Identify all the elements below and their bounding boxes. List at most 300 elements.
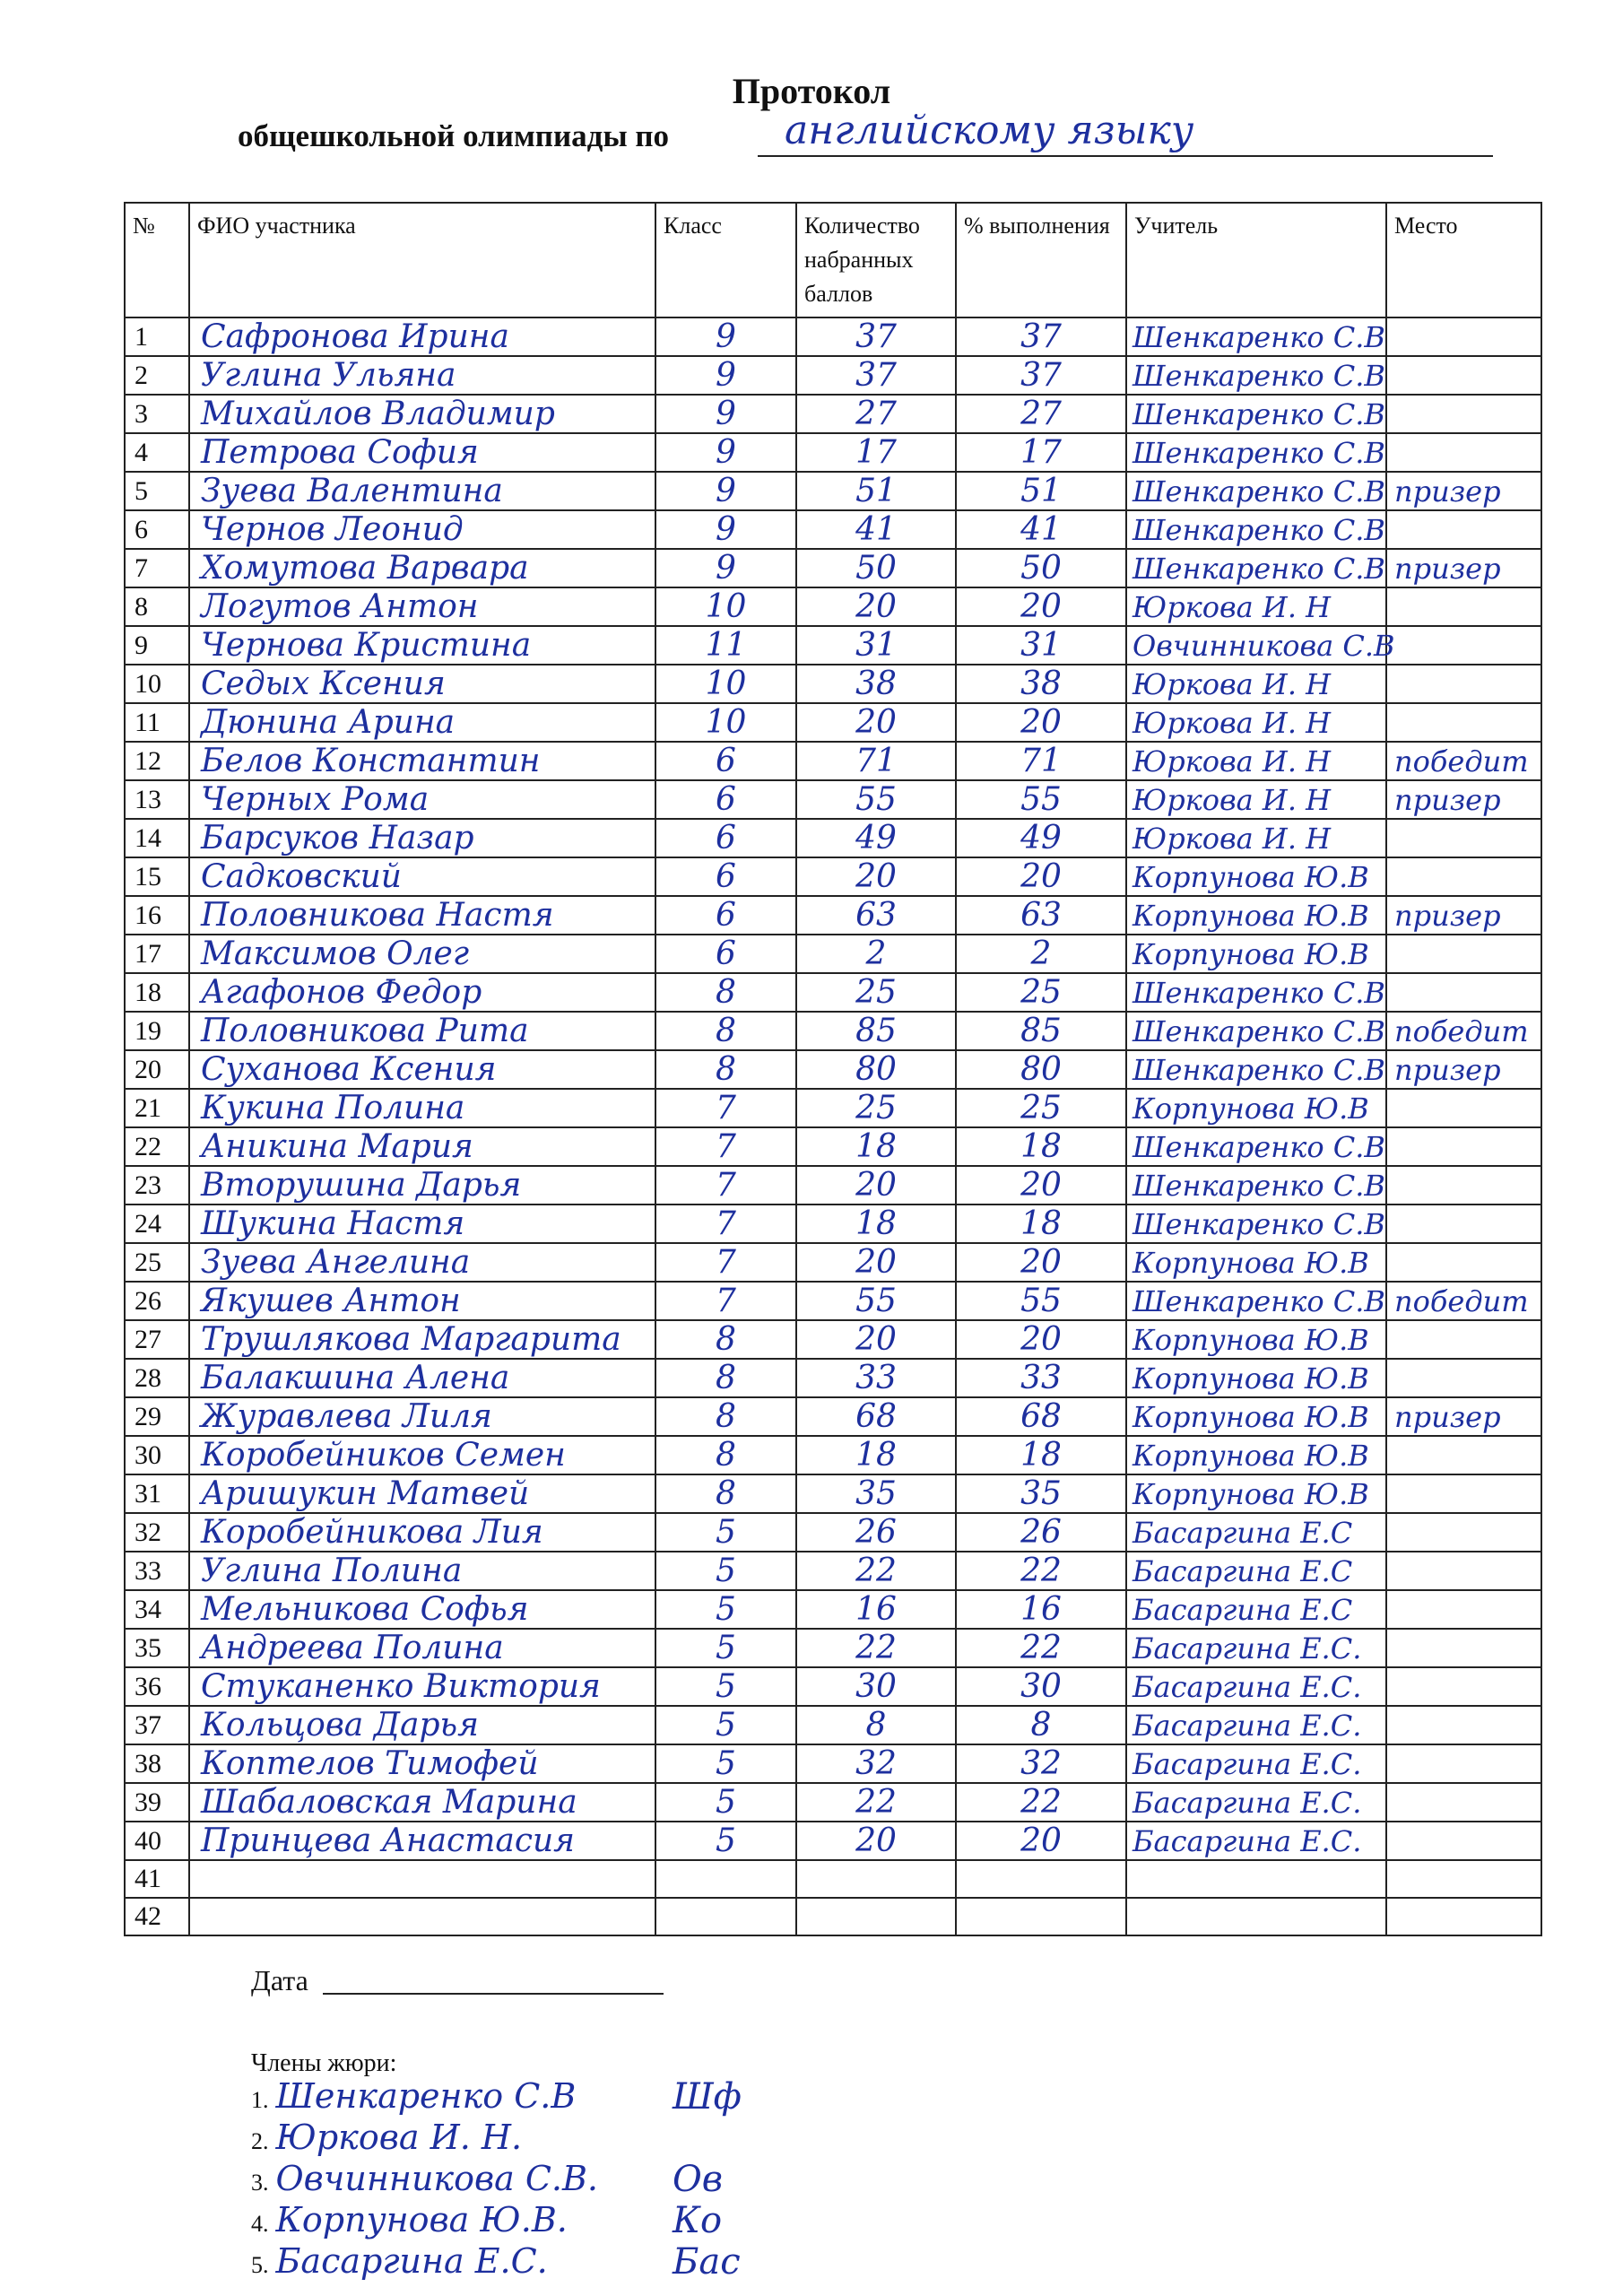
place-value [1386, 395, 1541, 433]
table-row [125, 395, 1541, 433]
jury-member-number: 1. [251, 2087, 269, 2113]
score-value: 16 [796, 1590, 956, 1629]
percent-value: 18 [956, 1436, 1126, 1474]
percent-value: 55 [956, 780, 1126, 819]
column-header-place: Место [1386, 203, 1541, 317]
table-row [125, 1590, 1541, 1629]
participant-name: Коробейникова Лия [189, 1513, 655, 1552]
teacher-name: Шенкаренко С.В [1126, 1012, 1386, 1050]
score-value: 50 [796, 549, 956, 587]
score-value: 17 [796, 433, 956, 472]
place-value [1386, 1706, 1541, 1744]
score-value: 2 [796, 935, 956, 973]
participant-name: Хомутова Варвара [189, 549, 655, 587]
percent-value: 20 [956, 1243, 1126, 1282]
place-value: призер [1386, 896, 1541, 935]
place-value [1386, 1667, 1541, 1706]
table-row [125, 1397, 1541, 1436]
class-value: 8 [655, 1397, 796, 1436]
table-row [125, 1744, 1541, 1783]
participant-name: Вторушина Дарья [189, 1166, 655, 1205]
teacher-name [1126, 1898, 1386, 1935]
table-row [125, 1667, 1541, 1706]
score-value: 55 [796, 780, 956, 819]
jury-member [251, 2118, 598, 2159]
table-row [125, 549, 1541, 587]
score-value: 30 [796, 1667, 956, 1706]
percent-value: 18 [956, 1127, 1126, 1166]
score-value: 20 [796, 1822, 956, 1860]
class-value: 6 [655, 857, 796, 896]
class-value: 5 [655, 1513, 796, 1552]
row-number: 33 [125, 1552, 189, 1590]
teacher-name [1126, 1860, 1386, 1898]
percent-value: 22 [956, 1552, 1126, 1590]
table-row [125, 356, 1541, 395]
table-row [125, 665, 1541, 703]
row-number: 18 [125, 973, 189, 1012]
jury-list [251, 2076, 742, 2283]
place-value: призер [1386, 1050, 1541, 1089]
score-value: 20 [796, 587, 956, 626]
place-value [1386, 1744, 1541, 1783]
score-value: 80 [796, 1050, 956, 1089]
jury-member [251, 2076, 742, 2118]
score-value: 33 [796, 1359, 956, 1397]
place-value [1386, 1127, 1541, 1166]
class-value: 5 [655, 1667, 796, 1706]
participant-name: Чернов Леонид [189, 510, 655, 549]
teacher-name: Корпунова Ю.В [1126, 1089, 1386, 1127]
teacher-name: Шенкаренко С.В [1126, 1166, 1386, 1205]
participant-name: Сафронова Ирина [189, 317, 655, 356]
table-row [125, 1359, 1541, 1397]
class-value: 8 [655, 1012, 796, 1050]
row-number: 40 [125, 1822, 189, 1860]
column-header-score: Количество набранных баллов [796, 203, 956, 317]
place-value [1386, 317, 1541, 356]
table-row [125, 472, 1541, 510]
participant-name: Шукина Настя [189, 1205, 655, 1243]
row-number: 31 [125, 1474, 189, 1513]
class-value: 7 [655, 1166, 796, 1205]
class-value: 5 [655, 1552, 796, 1590]
place-value [1386, 1552, 1541, 1590]
score-value: 20 [796, 1166, 956, 1205]
place-value [1386, 510, 1541, 549]
teacher-name: Корпунова Ю.В [1126, 1320, 1386, 1359]
class-value: 5 [655, 1629, 796, 1667]
place-value: победит [1386, 742, 1541, 780]
participant-name: Трушлякова Маргарита [189, 1320, 655, 1359]
row-number: 10 [125, 665, 189, 703]
place-value [1386, 1205, 1541, 1243]
row-number: 41 [125, 1860, 189, 1898]
place-value [1386, 1860, 1541, 1898]
participant-name: Андреева Полина [189, 1629, 655, 1667]
teacher-name: Корпунова Ю.В [1126, 935, 1386, 973]
percent-value: 25 [956, 973, 1126, 1012]
score-value: 25 [796, 973, 956, 1012]
date-label: Дата [251, 1964, 308, 1996]
place-value: призер [1386, 780, 1541, 819]
place-value: победит [1386, 1282, 1541, 1320]
score-value: 31 [796, 626, 956, 665]
row-number: 35 [125, 1629, 189, 1667]
score-value: 22 [796, 1552, 956, 1590]
row-number: 7 [125, 549, 189, 587]
jury-heading: Члены жюри: [251, 2049, 397, 2077]
score-value: 85 [796, 1012, 956, 1050]
teacher-name: Корпунова Ю.В [1126, 857, 1386, 896]
jury-member-signature: Ов [673, 2159, 724, 2200]
row-number: 38 [125, 1744, 189, 1783]
teacher-name: Юркова И. Н [1126, 819, 1386, 857]
percent-value: 37 [956, 317, 1126, 356]
teacher-name: Шенкаренко С.В [1126, 1050, 1386, 1089]
teacher-name: Шенкаренко С.В [1126, 356, 1386, 395]
class-value: 5 [655, 1783, 796, 1822]
teacher-name: Басаргина Е.С [1126, 1513, 1386, 1552]
percent-value: 32 [956, 1744, 1126, 1783]
table-row [125, 1898, 1541, 1935]
class-value: 9 [655, 472, 796, 510]
class-value [655, 1898, 796, 1935]
row-number: 34 [125, 1590, 189, 1629]
teacher-name: Юркова И. Н [1126, 703, 1386, 742]
jury-member-signature: Ко [673, 2200, 723, 2241]
score-value: 37 [796, 356, 956, 395]
row-number: 25 [125, 1243, 189, 1282]
table-row [125, 1127, 1541, 1166]
teacher-name: Шенкаренко С.В [1126, 317, 1386, 356]
row-number: 15 [125, 857, 189, 896]
participant-name: Якушев Антон [189, 1282, 655, 1320]
table-row [125, 626, 1541, 665]
jury-member-number: 5. [251, 2252, 269, 2278]
teacher-name: Басаргина Е.С [1126, 1552, 1386, 1590]
participant-name: Стуканенко Виктория [189, 1667, 655, 1706]
score-value: 20 [796, 1320, 956, 1359]
percent-value: 30 [956, 1667, 1126, 1706]
table-row [125, 1513, 1541, 1552]
subject-field [758, 108, 1493, 157]
participant-name: Журавлева Лиля [189, 1397, 655, 1436]
percent-value: 38 [956, 665, 1126, 703]
table-row [125, 1706, 1541, 1744]
table-row [125, 1629, 1541, 1667]
place-value [1386, 1359, 1541, 1397]
class-value: 8 [655, 1474, 796, 1513]
score-value [796, 1898, 956, 1935]
place-value [1386, 1436, 1541, 1474]
row-number: 39 [125, 1783, 189, 1822]
percent-value: 26 [956, 1513, 1126, 1552]
row-number: 9 [125, 626, 189, 665]
percent-value: 22 [956, 1629, 1126, 1667]
score-value: 22 [796, 1629, 956, 1667]
score-value: 18 [796, 1205, 956, 1243]
participant-name: Суханова Ксения [189, 1050, 655, 1089]
column-header-teacher: Учитель [1126, 203, 1386, 317]
place-value [1386, 1474, 1541, 1513]
table-header-row [125, 203, 1541, 317]
percent-value: 20 [956, 703, 1126, 742]
percent-value: 35 [956, 1474, 1126, 1513]
table-row [125, 935, 1541, 973]
teacher-name: Шенкаренко С.В [1126, 433, 1386, 472]
score-value [796, 1860, 956, 1898]
place-value [1386, 857, 1541, 896]
table-row [125, 510, 1541, 549]
participant-name: Половникова Рита [189, 1012, 655, 1050]
jury-member-signature: Бас [673, 2241, 741, 2283]
participant-name: Барсуков Назар [189, 819, 655, 857]
class-value: 8 [655, 1050, 796, 1089]
score-value: 55 [796, 1282, 956, 1320]
class-value: 6 [655, 819, 796, 857]
table-row [125, 703, 1541, 742]
teacher-name: Овчинникова С.В [1126, 626, 1386, 665]
place-value [1386, 1166, 1541, 1205]
percent-value: 85 [956, 1012, 1126, 1050]
class-value: 9 [655, 549, 796, 587]
place-value [1386, 1243, 1541, 1282]
document-subtitle: общешкольной олимпиады по [238, 118, 670, 153]
row-number: 14 [125, 819, 189, 857]
percent-value: 20 [956, 587, 1126, 626]
table-row [125, 1436, 1541, 1474]
class-value: 5 [655, 1706, 796, 1744]
place-value: призер [1386, 549, 1541, 587]
place-value: призер [1386, 1397, 1541, 1436]
percent-value: 41 [956, 510, 1126, 549]
class-value: 10 [655, 665, 796, 703]
place-value [1386, 1629, 1541, 1667]
table-row [125, 973, 1541, 1012]
jury-member [251, 2159, 724, 2200]
class-value: 7 [655, 1282, 796, 1320]
jury-member-name: Шенкаренко С.В [275, 2076, 577, 2116]
participant-name: Дюнина Арина [189, 703, 655, 742]
place-value [1386, 626, 1541, 665]
row-number: 19 [125, 1012, 189, 1050]
percent-value: 20 [956, 1320, 1126, 1359]
participant-name: Коптелов Тимофей [189, 1744, 655, 1783]
percent-value: 2 [956, 935, 1126, 973]
score-value: 63 [796, 896, 956, 935]
percent-value: 31 [956, 626, 1126, 665]
column-header-percent: % выполнения [956, 203, 1126, 317]
row-number: 16 [125, 896, 189, 935]
column-header-class: Класс [655, 203, 796, 317]
row-number: 30 [125, 1436, 189, 1474]
table-row [125, 1089, 1541, 1127]
table-row [125, 1822, 1541, 1860]
class-value: 9 [655, 395, 796, 433]
class-value: 9 [655, 433, 796, 472]
jury-member-name: Овчинникова С.В. [275, 2159, 598, 2198]
percent-value: 18 [956, 1205, 1126, 1243]
place-value [1386, 587, 1541, 626]
teacher-name: Басаргина Е.С. [1126, 1783, 1386, 1822]
participant-name: Аришукин Матвей [189, 1474, 655, 1513]
class-value: 8 [655, 1436, 796, 1474]
class-value: 10 [655, 703, 796, 742]
place-value: победит [1386, 1012, 1541, 1050]
jury-member [251, 2241, 741, 2283]
teacher-name: Юркова И. Н [1126, 587, 1386, 626]
results-table [124, 202, 1542, 1936]
table-row [125, 1320, 1541, 1359]
document-title: Протокол [732, 71, 891, 111]
table-row [125, 819, 1541, 857]
row-number: 2 [125, 356, 189, 395]
row-number: 3 [125, 395, 189, 433]
jury-member-name: Юркова И. Н. [275, 2118, 523, 2157]
table-row [125, 1205, 1541, 1243]
teacher-name: Басаргина Е.С. [1126, 1744, 1386, 1783]
class-value: 8 [655, 1320, 796, 1359]
participant-name: Коробейников Семен [189, 1436, 655, 1474]
row-number: 21 [125, 1089, 189, 1127]
place-value: призер [1386, 472, 1541, 510]
score-value: 25 [796, 1089, 956, 1127]
teacher-name: Корпунова Ю.В [1126, 896, 1386, 935]
score-value: 22 [796, 1783, 956, 1822]
teacher-name: Шенкаренко С.В [1126, 510, 1386, 549]
table-row [125, 1243, 1541, 1282]
teacher-name: Корпунова Ю.В [1126, 1243, 1386, 1282]
participant-name: Петрова София [189, 433, 655, 472]
row-number: 36 [125, 1667, 189, 1706]
teacher-name: Юркова И. Н [1126, 665, 1386, 703]
subject-value: английскому языку [785, 108, 1194, 153]
percent-value: 20 [956, 1166, 1126, 1205]
participant-name: Логутов Антон [189, 587, 655, 626]
percent-value: 16 [956, 1590, 1126, 1629]
row-number: 17 [125, 935, 189, 973]
row-number: 23 [125, 1166, 189, 1205]
place-value [1386, 1898, 1541, 1935]
participant-name: Углина Ульяна [189, 356, 655, 395]
row-number: 4 [125, 433, 189, 472]
row-number: 1 [125, 317, 189, 356]
place-value [1386, 703, 1541, 742]
class-value: 9 [655, 510, 796, 549]
table-row [125, 1474, 1541, 1513]
score-value: 27 [796, 395, 956, 433]
row-number: 32 [125, 1513, 189, 1552]
class-value [655, 1860, 796, 1898]
participant-name: Максимов Олег [189, 935, 655, 973]
place-value [1386, 1783, 1541, 1822]
class-value: 7 [655, 1089, 796, 1127]
percent-value: 37 [956, 356, 1126, 395]
class-value: 5 [655, 1590, 796, 1629]
place-value [1386, 1590, 1541, 1629]
score-value: 41 [796, 510, 956, 549]
table-row [125, 433, 1541, 472]
row-number: 26 [125, 1282, 189, 1320]
jury-member-number: 4. [251, 2211, 269, 2237]
percent-value: 20 [956, 857, 1126, 896]
class-value: 6 [655, 742, 796, 780]
date-field [323, 1993, 664, 1995]
score-value: 71 [796, 742, 956, 780]
percent-value: 71 [956, 742, 1126, 780]
participant-name: Кольцова Дарья [189, 1706, 655, 1744]
class-value: 11 [655, 626, 796, 665]
column-header-number: № [125, 203, 189, 317]
percent-value: 49 [956, 819, 1126, 857]
table-row [125, 896, 1541, 935]
class-value: 5 [655, 1744, 796, 1783]
class-value: 6 [655, 935, 796, 973]
row-number: 42 [125, 1898, 189, 1935]
participant-name: Кукина Полина [189, 1089, 655, 1127]
participant-name: Балакшина Алена [189, 1359, 655, 1397]
teacher-name: Шенкаренко С.В [1126, 973, 1386, 1012]
table-row [125, 1783, 1541, 1822]
score-value: 18 [796, 1436, 956, 1474]
score-value: 18 [796, 1127, 956, 1166]
teacher-name: Басаргина Е.С. [1126, 1629, 1386, 1667]
table-row [125, 1552, 1541, 1590]
percent-value [956, 1860, 1126, 1898]
row-number: 24 [125, 1205, 189, 1243]
percent-value: 25 [956, 1089, 1126, 1127]
table-row [125, 1050, 1541, 1089]
place-value [1386, 819, 1541, 857]
participant-name: Принцева Анастасия [189, 1822, 655, 1860]
percent-value [956, 1898, 1126, 1935]
score-value: 38 [796, 665, 956, 703]
row-number: 22 [125, 1127, 189, 1166]
jury-member-number: 3. [251, 2170, 269, 2196]
teacher-name: Корпунова Ю.В [1126, 1436, 1386, 1474]
row-number: 8 [125, 587, 189, 626]
table-row [125, 1860, 1541, 1898]
participant-name: Михайлов Владимир [189, 395, 655, 433]
table-row [125, 742, 1541, 780]
teacher-name: Басаргина Е.С. [1126, 1822, 1386, 1860]
score-value: 35 [796, 1474, 956, 1513]
table-row [125, 587, 1541, 626]
participant-name: Чернова Кристина [189, 626, 655, 665]
place-value [1386, 665, 1541, 703]
class-value: 10 [655, 587, 796, 626]
participant-name [189, 1898, 655, 1935]
class-value: 6 [655, 896, 796, 935]
class-value: 7 [655, 1243, 796, 1282]
percent-value: 20 [956, 1822, 1126, 1860]
teacher-name: Шенкаренко С.В [1126, 1205, 1386, 1243]
jury-member-number: 2. [251, 2128, 269, 2154]
score-value: 51 [796, 472, 956, 510]
percent-value: 80 [956, 1050, 1126, 1089]
row-number: 28 [125, 1359, 189, 1397]
teacher-name: Корпунова Ю.В [1126, 1359, 1386, 1397]
percent-value: 55 [956, 1282, 1126, 1320]
percent-value: 63 [956, 896, 1126, 935]
row-number: 27 [125, 1320, 189, 1359]
participant-name: Седых Ксения [189, 665, 655, 703]
percent-value: 50 [956, 549, 1126, 587]
place-value [1386, 433, 1541, 472]
participant-name: Зуева Ангелина [189, 1243, 655, 1282]
class-value: 8 [655, 973, 796, 1012]
